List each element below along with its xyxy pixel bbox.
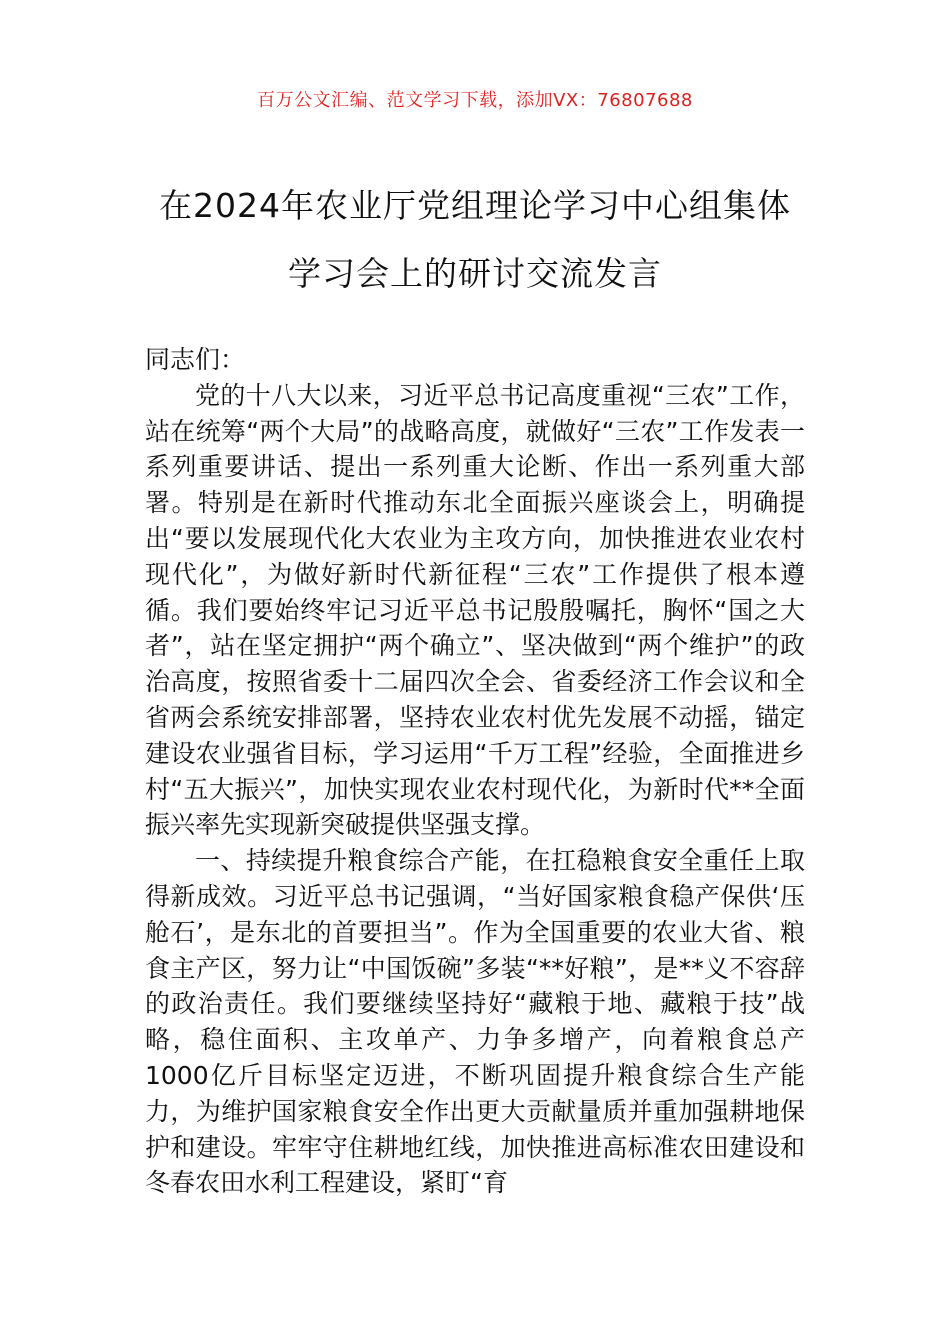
salutation: 同志们： [145, 345, 246, 374]
document-title-line-1: 在2024年农业厅党组理论学习中心组集体 [159, 186, 791, 225]
header-ad-text: 百万公文汇编、范文学习下载，添加VX：76807688 [257, 90, 693, 111]
body-paragraph-section-1: 一、持续提升粮食综合产能，在扛稳粮食安全重任上取得新成效。习近平总书记强调，“当好国家粮食稳产保供‘压舱石’，是东北的首要担当”。作为全国重要的农业大省、粮食主产区，努力让“中国饭碗”多装“**好粮”，是**义不容辞的政治责任。我们要继续坚持好“藏粮于地、藏粮于技”战略，稳住面积、主攻单产、力争多增产，向着粮食总产1000亿斤目标坚定迈进，不断巩固提升粮食综合生产能力，为维护国家粮食安全作出更大贡献量质并重加强耕地保护和建设。牢牢守住耕地红线，加快推进高标准农田建设和冬春农田水利工程建设，紧盯“育 [145, 846, 805, 1198]
document-body [145, 342, 805, 1201]
document-title-line-2: 学习会上的研讨交流发言 [288, 254, 662, 293]
body-paragraph-intro: 党的十八大以来，习近平总书记高度重视“三农”工作，站在统筹“两个大局”的战略高度，就做好“三农”工作发表一系列重要讲话、提出一系列重大论断、作出一系列重大部署。特别是在新时代推动东北全面振兴座谈会上，明确提出“要以发展现代化大农业为主攻方向，加快推进农业农村现代化”，为做好新时代新征程“三农”工作提供了根本遵循。我们要始终牢记习近平总书记殷殷嘱托，胸怀“国之大者”，站在坚定拥护“两个确立”、坚决做到“两个维护”的政治高度，按照省委十二届四次全会、省委经济工作会议和全省两会系统安排部署，坚持农业农村优先发展不动摇，锚定建设农业强省目标，学习运用“千万工程”经验，全面推进乡村“五大振兴”，加快实现农业农村现代化，为新时代**全面振兴率先实现新突破提供坚强支撑。 [145, 380, 805, 840]
